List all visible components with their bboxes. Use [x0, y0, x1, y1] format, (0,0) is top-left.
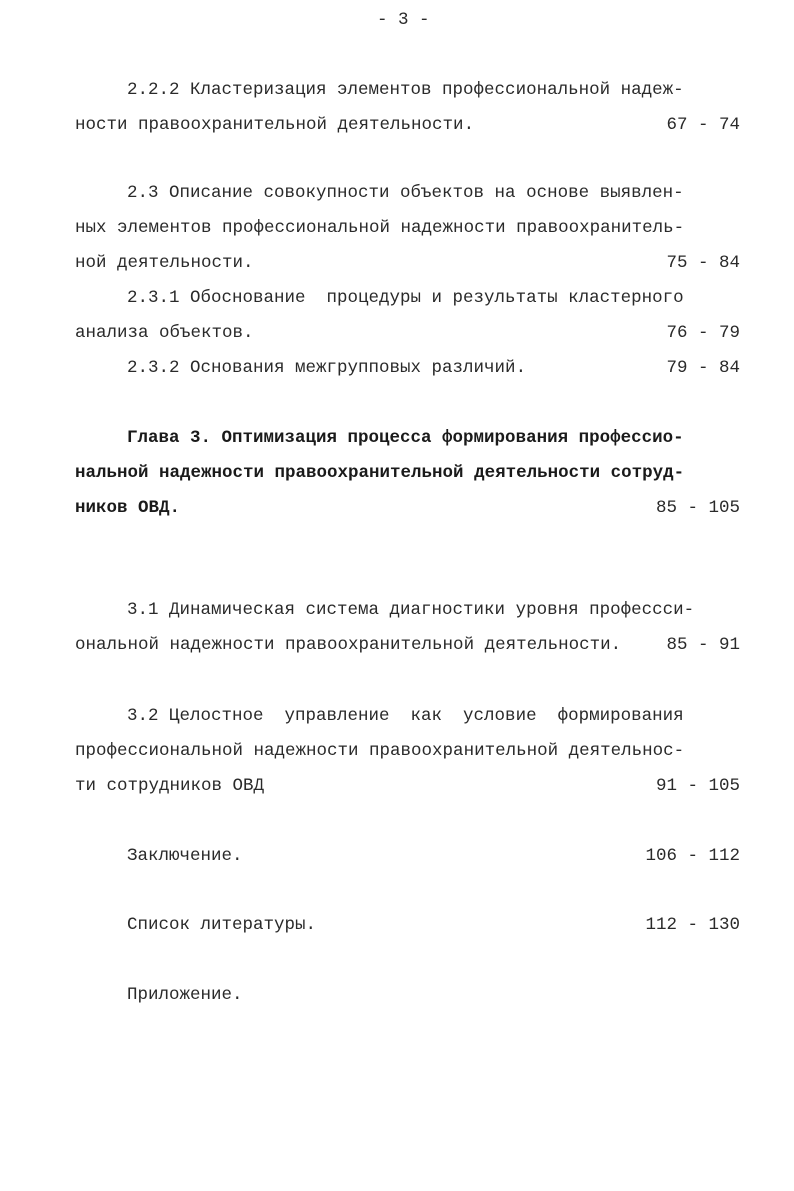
- toc-line: Глава 3. Оптимизация процесса формирования профессио-: [127, 428, 684, 448]
- toc-line: 2.3.1 Обоснование процедуры и результаты кластерного: [127, 288, 684, 308]
- toc-line: ности правоохранительной деятельности.: [75, 115, 475, 135]
- toc-line: 2.3.2 Основания межгрупповых различий.: [127, 358, 527, 378]
- toc-pages: 75 - 84: [666, 253, 740, 273]
- toc-line: 3.2 Целостное управление как условие формирования: [127, 706, 684, 726]
- toc-line: нальной надежности правоохранительной деятельности сотруд-: [75, 463, 685, 483]
- toc-line: профессиональной надежности правоохранительной деятельнос-: [75, 741, 685, 761]
- toc-pages: 76 - 79: [666, 323, 740, 343]
- toc-line: 3.1 Динамическая система диагностики уровня профессси-: [127, 600, 695, 620]
- toc-pages: 106 - 112: [645, 846, 740, 866]
- toc-line: анализа объектов.: [75, 323, 254, 343]
- toc-pages: 85 - 105: [655, 498, 740, 518]
- toc-pages: 85 - 91: [666, 635, 740, 655]
- toc-line: Список литературы.: [127, 915, 317, 935]
- toc-line: ных элементов профессиональной надежности правоохранитель-: [75, 218, 685, 238]
- toc-pages: 79 - 84: [666, 358, 740, 378]
- toc-pages: 91 - 105: [655, 776, 740, 796]
- page-number: - 3 -: [377, 10, 430, 30]
- toc-line: ников ОВД.: [75, 498, 181, 518]
- toc-line: ти сотрудников ОВД: [75, 776, 265, 796]
- toc-line: ональной надежности правоохранительной деятельности.: [75, 635, 622, 655]
- toc-line: Приложение.: [127, 985, 243, 1005]
- toc-line: 2.2.2 Кластеризация элементов профессиональной надеж-: [127, 80, 684, 100]
- toc-pages: 67 - 74: [666, 115, 740, 135]
- toc-line: ной деятельности.: [75, 253, 254, 273]
- toc-pages: 112 - 130: [645, 915, 740, 935]
- toc-line: Заключение.: [127, 846, 243, 866]
- toc-line: 2.3 Описание совокупности объектов на основе выявлен-: [127, 183, 684, 203]
